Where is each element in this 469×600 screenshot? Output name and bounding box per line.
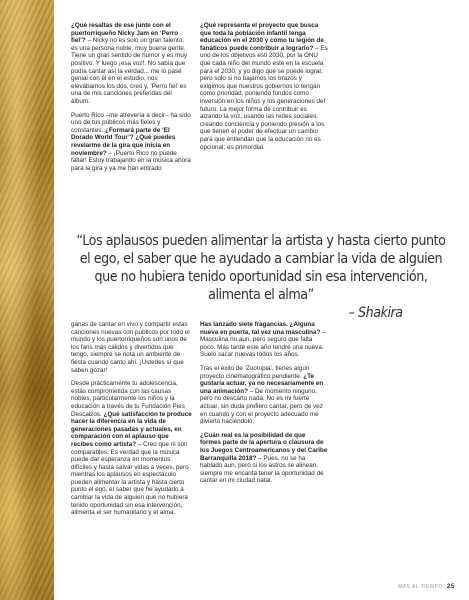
paragraph: Has lanzado siete fragancias. ¿Alguna nueva en puerta, tal vez una masculina? – Masculina no aun, pero seguro que falta poco. Más tarde este año tendré una nueva. Suelo sacar nuevas todos los años. <box>200 321 326 359</box>
pull-quote <box>70 232 452 322</box>
pull-quote-text: “Los aplausos pueden alimentar la artista y hasta cierto punto el ego, el saber que he ayudado a cambiar la vida de alguien que no hubiera tenido oportunidad sin esa intervención, alimenta el alma” <box>76 233 446 303</box>
column-bottom-right <box>200 321 328 491</box>
paragraph: ¿Qué resaltas de ese junte con el puertorriqueño Nicky Jam en ‘Perro fiel’? – Nicky no es solo un gran talento, es una persona noble, muy buena gente. Tiene un gran sentido de humor y es muy positivo. Y luego ¡esa voz!. No sabía que podía cantar así la verdad... me lo pasé genial con él en el estudio, nos elevábamos los dos, creo y, ‘Perro fiel’ es una de mis canciones preferidas del álbum. <box>71 22 187 105</box>
page-footer <box>398 583 455 590</box>
column-top-left <box>71 22 192 178</box>
pull-quote-author: – Shakira <box>348 305 403 321</box>
paragraph: ¿Cuán real es la posibilidad de que formes parte de la apertura o clausura de los Juegos Centroamericanos y del Caribe Barranquilla 2018? – Pues, no se ha hablado aun, pero si los astros se alinean, siempre me encanta tener la oportunidad de cantar en mi ciudad natal. <box>200 431 328 485</box>
column-bottom-left <box>71 321 192 523</box>
paragraph: Desde prácticamente tu adolescencia, estás comprometida con las causas nobles, particularmente los niños y la educación a través de tu Fundación Pies Descalzos. ¿Qué satisfacción te produce hacer la diferencia en la vida de generaciones pasadas y actuales, en comparación con el aplauso que recibes como artista? – Creo que ni son comparables. Es verdad que la música puede dar esperanza en momentos difíciles y hasta salvar vidas a veces, pero mientras los aplausos en espectáculo pueden alimentar la artista y hasta cierto punto el ego, el saber que he ayudado a cambiar la vida de alguien que no hubiera tenido oportunidad sin esa intervención, alimenta el ser humanitario y el alma. <box>71 380 192 517</box>
paragraph: Tras el éxito de ‘Zootopia’, tienes algún proyecto cinematográfico pendiente. ¿Te gustaría actuar, ya no necesariamente en una animación? – De momento ninguno, pero no descarto nada. No es mi fuerte actuar, sin duda prefiero cantar, pero de vez en cuando y con el proyecto adecuado me divierto haciéndolo. <box>200 364 324 426</box>
paragraph: ¿Qué representa el proyecto que busca que toda la población infantil tenga educación en el 2030 y cómo tu legión de fanáticos puede contribuir a lograrlo? – Es uno de los objetivos esti 2030, por la ONU que cada niño del mundo esté en la escuela para el 2030, y yo digo que se puede lograr, pero solo si no bajamos los brazos y exigimos que nuestros gobiernos lo tengan como prioridad, poniendo fondos como inversión en los niños y los generaciones del futuro. La mejor forma de contribuir es alzando la voz, usando las redes sociales, creando conciencia y poniendo presión a los que tienen el poder de efectuar un cambio para que entiendan que la educación no es opcional; es primordial. <box>200 22 328 151</box>
column-top-right <box>200 22 328 157</box>
publication-name: MAS AL TIEMPO <box>398 584 443 590</box>
paragraph: ganas de cantar en vivo y compartir estas canciones nuevas con públicos por todo el mundo y los puertorriqueños son unos de los fans más cálidos y divertidos que tengo, siempre se nota un ambiente de fiesta cuando canto ahí. ¡Ustedes sí que saben gozar! <box>71 321 190 374</box>
paragraph: Puerto Rico –me atrevería a decir– ha sido uno de tus públicos más fieles y constantes. ¿Formará parte de ‘El Dorado World Tour’? ¿Qué puedes revelarme de la gira que inicia en noviembre? – ¡Puerto Rico no puede faltar! Estoy trabajando en la música ahora para la gira y ya me han entrado <box>71 111 191 172</box>
page-number: 25 <box>446 583 455 590</box>
gold-texture-strip <box>0 0 54 600</box>
